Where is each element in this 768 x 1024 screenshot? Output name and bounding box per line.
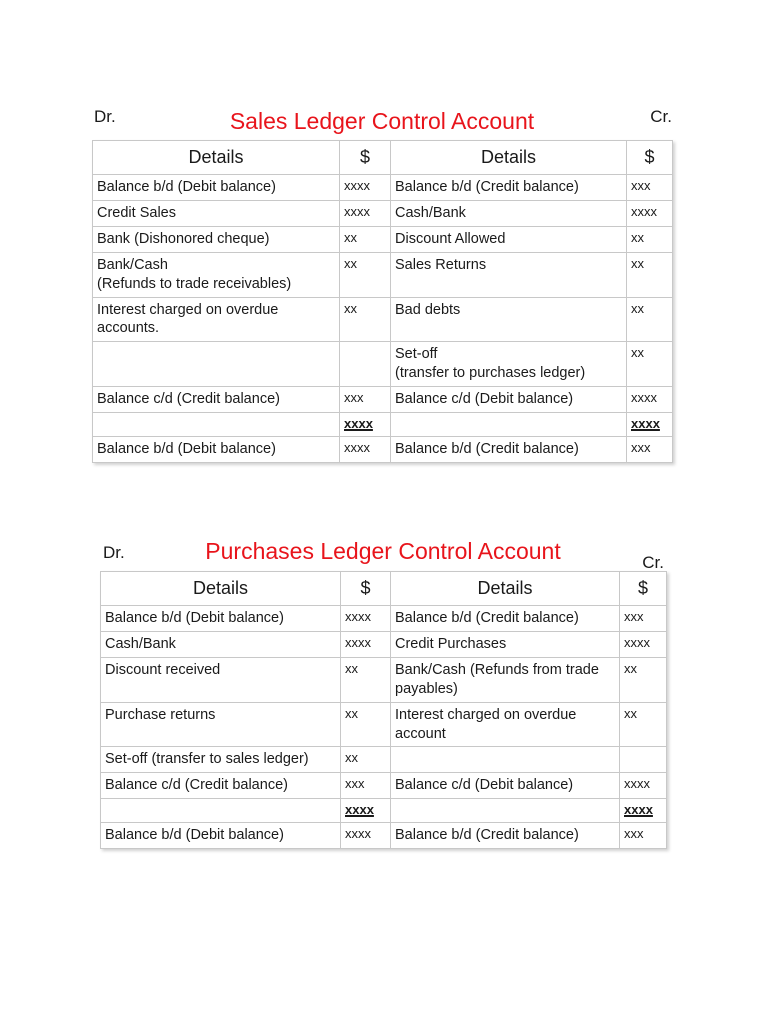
table-row [93,227,673,253]
credit-amount-cell: xxx [627,175,673,201]
table-row [101,658,667,703]
sales-ledger-header [92,104,672,140]
table-row [101,632,667,658]
table-row [93,175,673,201]
debit-amount-cell: xxx [341,773,391,799]
debit-details-cell: Balance c/d (Credit balance) [101,773,341,799]
credit-details-cell: Bad debts [391,297,627,342]
purchases-ledger-body [101,606,667,848]
header-row [93,141,673,175]
purchases-ledger-header [100,535,666,571]
debit-amount-cell: xxx [340,386,391,412]
table-row [101,606,667,632]
table-row [93,436,673,462]
debit-label: Dr. [94,107,116,126]
debit-amount-cell: xxxx [340,412,391,436]
credit-details-cell: Credit Purchases [391,632,620,658]
sales-ledger-body [93,175,673,462]
sales-ledger-account [92,104,672,463]
debit-details-cell: Balance b/d (Debit balance) [101,823,341,849]
debit-amount-cell [340,342,391,387]
sales-ledger-title: Sales Ledger Control Account [229,108,535,134]
debit-details-cell [93,412,340,436]
credit-details-cell: Balance c/d (Debit balance) [391,386,627,412]
credit-amount-cell: xx [620,658,667,703]
credit-details-cell [391,747,620,773]
debit-details-cell: Cash/Bank [101,632,341,658]
credit-label: Cr. [642,553,664,572]
purchases-ledger-table [100,571,667,849]
debit-amount-header: $ [341,572,391,606]
table-row [101,823,667,849]
debit-amount-cell: xx [341,747,391,773]
table-row [93,252,673,297]
credit-amount-cell: xx [627,227,673,253]
credit-amount-cell [620,747,667,773]
debit-details-cell [93,342,340,387]
credit-details-cell: Balance b/d (Credit balance) [391,436,627,462]
credit-details-cell: Balance c/d (Debit balance) [391,773,620,799]
credit-amount-header: $ [627,141,673,175]
credit-label: Cr. [650,107,672,126]
sales-ledger-table [92,140,673,463]
credit-amount-header: $ [620,572,667,606]
debit-details-cell: Balance b/d (Debit balance) [93,175,340,201]
credit-details-header: Details [391,572,620,606]
debit-details-header: Details [93,141,340,175]
debit-amount-cell: xx [340,227,391,253]
debit-details-cell: Balance b/d (Debit balance) [93,436,340,462]
credit-details-cell: Set-off (transfer to purchases ledger) [391,342,627,387]
credit-amount-cell: xx [620,702,667,747]
table-row [93,342,673,387]
debit-details-cell: Set-off (transfer to sales ledger) [101,747,341,773]
debit-details-cell: Credit Sales [93,201,340,227]
table-row [93,386,673,412]
credit-amount-cell: xxxx [620,632,667,658]
credit-amount-cell: xxxx [627,386,673,412]
purchases-ledger-account [100,535,666,849]
credit-amount-cell: xx [627,342,673,387]
debit-amount-cell: xx [341,702,391,747]
table-row [101,702,667,747]
debit-details-cell: Balance c/d (Credit balance) [93,386,340,412]
table-row [93,201,673,227]
debit-amount-cell: xxxx [340,201,391,227]
debit-amount-cell: xx [340,252,391,297]
total-row [93,412,673,436]
credit-amount-cell: xxx [620,606,667,632]
credit-details-cell: Balance b/d (Credit balance) [391,823,620,849]
table-row [101,747,667,773]
debit-amount-cell: xxxx [341,632,391,658]
credit-details-cell [391,799,620,823]
credit-details-cell: Cash/Bank [391,201,627,227]
debit-amount-cell: xxxx [341,606,391,632]
debit-details-header: Details [101,572,341,606]
debit-details-cell: Discount received [101,658,341,703]
debit-details-cell: Bank (Dishonored cheque) [93,227,340,253]
debit-details-cell: Interest charged on overdue accounts. [93,297,340,342]
credit-amount-cell: xxxx [627,412,673,436]
credit-amount-cell: xxx [627,436,673,462]
credit-details-cell: Balance b/d (Credit balance) [391,175,627,201]
credit-details-cell: Discount Allowed [391,227,627,253]
credit-amount-cell: xxxx [620,773,667,799]
header-row [101,572,667,606]
debit-details-cell: Bank/Cash (Refunds to trade receivables) [93,252,340,297]
credit-amount-cell: xx [627,297,673,342]
credit-amount-cell: xxxx [627,201,673,227]
purchases-ledger-title: Purchases Ledger Control Account [205,538,561,564]
debit-label: Dr. [103,543,125,562]
table-row [101,773,667,799]
debit-details-cell [101,799,341,823]
debit-amount-header: $ [340,141,391,175]
credit-details-cell [391,412,627,436]
credit-amount-cell: xx [627,252,673,297]
credit-details-cell: Sales Returns [391,252,627,297]
debit-amount-cell: xxxx [340,436,391,462]
debit-details-cell: Purchase returns [101,702,341,747]
credit-details-header: Details [391,141,627,175]
credit-amount-cell: xxxx [620,799,667,823]
credit-details-cell: Bank/Cash (Refunds from trade payables) [391,658,620,703]
credit-amount-cell: xxx [620,823,667,849]
debit-amount-cell: xxxx [340,175,391,201]
credit-details-cell: Balance b/d (Credit balance) [391,606,620,632]
credit-details-cell: Interest charged on overdue account [391,702,620,747]
debit-amount-cell: xx [340,297,391,342]
debit-amount-cell: xxxx [341,823,391,849]
debit-details-cell: Balance b/d (Debit balance) [101,606,341,632]
debit-amount-cell: xx [341,658,391,703]
debit-amount-cell: xxxx [341,799,391,823]
total-row [101,799,667,823]
table-row [93,297,673,342]
